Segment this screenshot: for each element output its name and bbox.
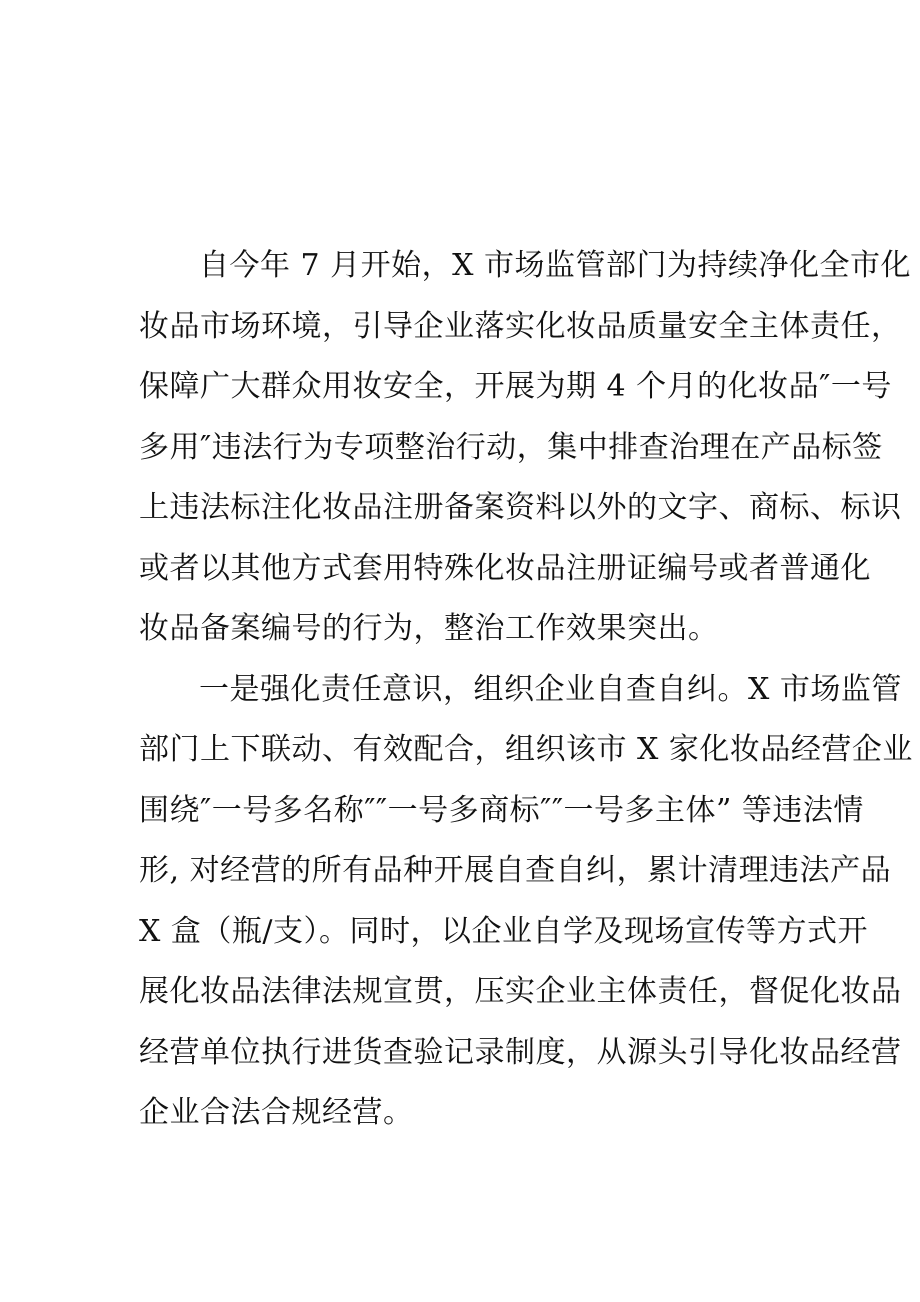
text-line: 自今年 7 月开始，X 市场监管部门为持续净化全市化 xyxy=(199,248,912,283)
text-line: 保障广大群众用妆安全，开展为期 4 个月的化妆品″一号 xyxy=(139,369,892,404)
paragraph-responsibility xyxy=(139,660,913,1144)
document-body xyxy=(139,236,913,1144)
text-line: 围绕″一号多名称″″一号多商标″″一号多主体” 等违法情 xyxy=(139,792,864,828)
text-line: 上违法标注化妆品注册备案资料以外的文字、商标、标识 xyxy=(139,490,902,525)
text-line: 形, 对经营的所有品种开展自查自纠，累计清理违法产品 xyxy=(139,853,892,888)
text-line: 或者以其他方式套用特殊化妆品注册证编号或者普通化 xyxy=(139,550,871,586)
paragraph-intro xyxy=(139,236,912,660)
text-line: 妆品市场环境，引导企业落实化妆品质量安全主体责任， xyxy=(139,308,902,344)
text-line: 妆品备案编号的行为，整治工作效果突出。 xyxy=(139,611,719,646)
text-line: 经营单位执行进货查验记录制度，从源头引导化妆品经营 xyxy=(139,1034,902,1070)
text-line: 一是强化责任意识，组织企业自查自纠。X 市场监管 xyxy=(199,671,902,707)
text-line: 企业合法合规经营。 xyxy=(139,1095,414,1130)
text-line: X 盒（瓶/支）。同时，以企业自学及现场宣传等方式开 xyxy=(139,913,869,949)
text-line: 展化妆品法律法规宣贯，压实企业主体责任，督促化妆品 xyxy=(139,974,902,1009)
text-line: 多用″违法行为专项整治行动，集中排查治理在产品标签 xyxy=(139,429,883,465)
text-line: 部门上下联动、有效配合，组织该市 X 家化妆品经营企业 xyxy=(139,732,913,767)
